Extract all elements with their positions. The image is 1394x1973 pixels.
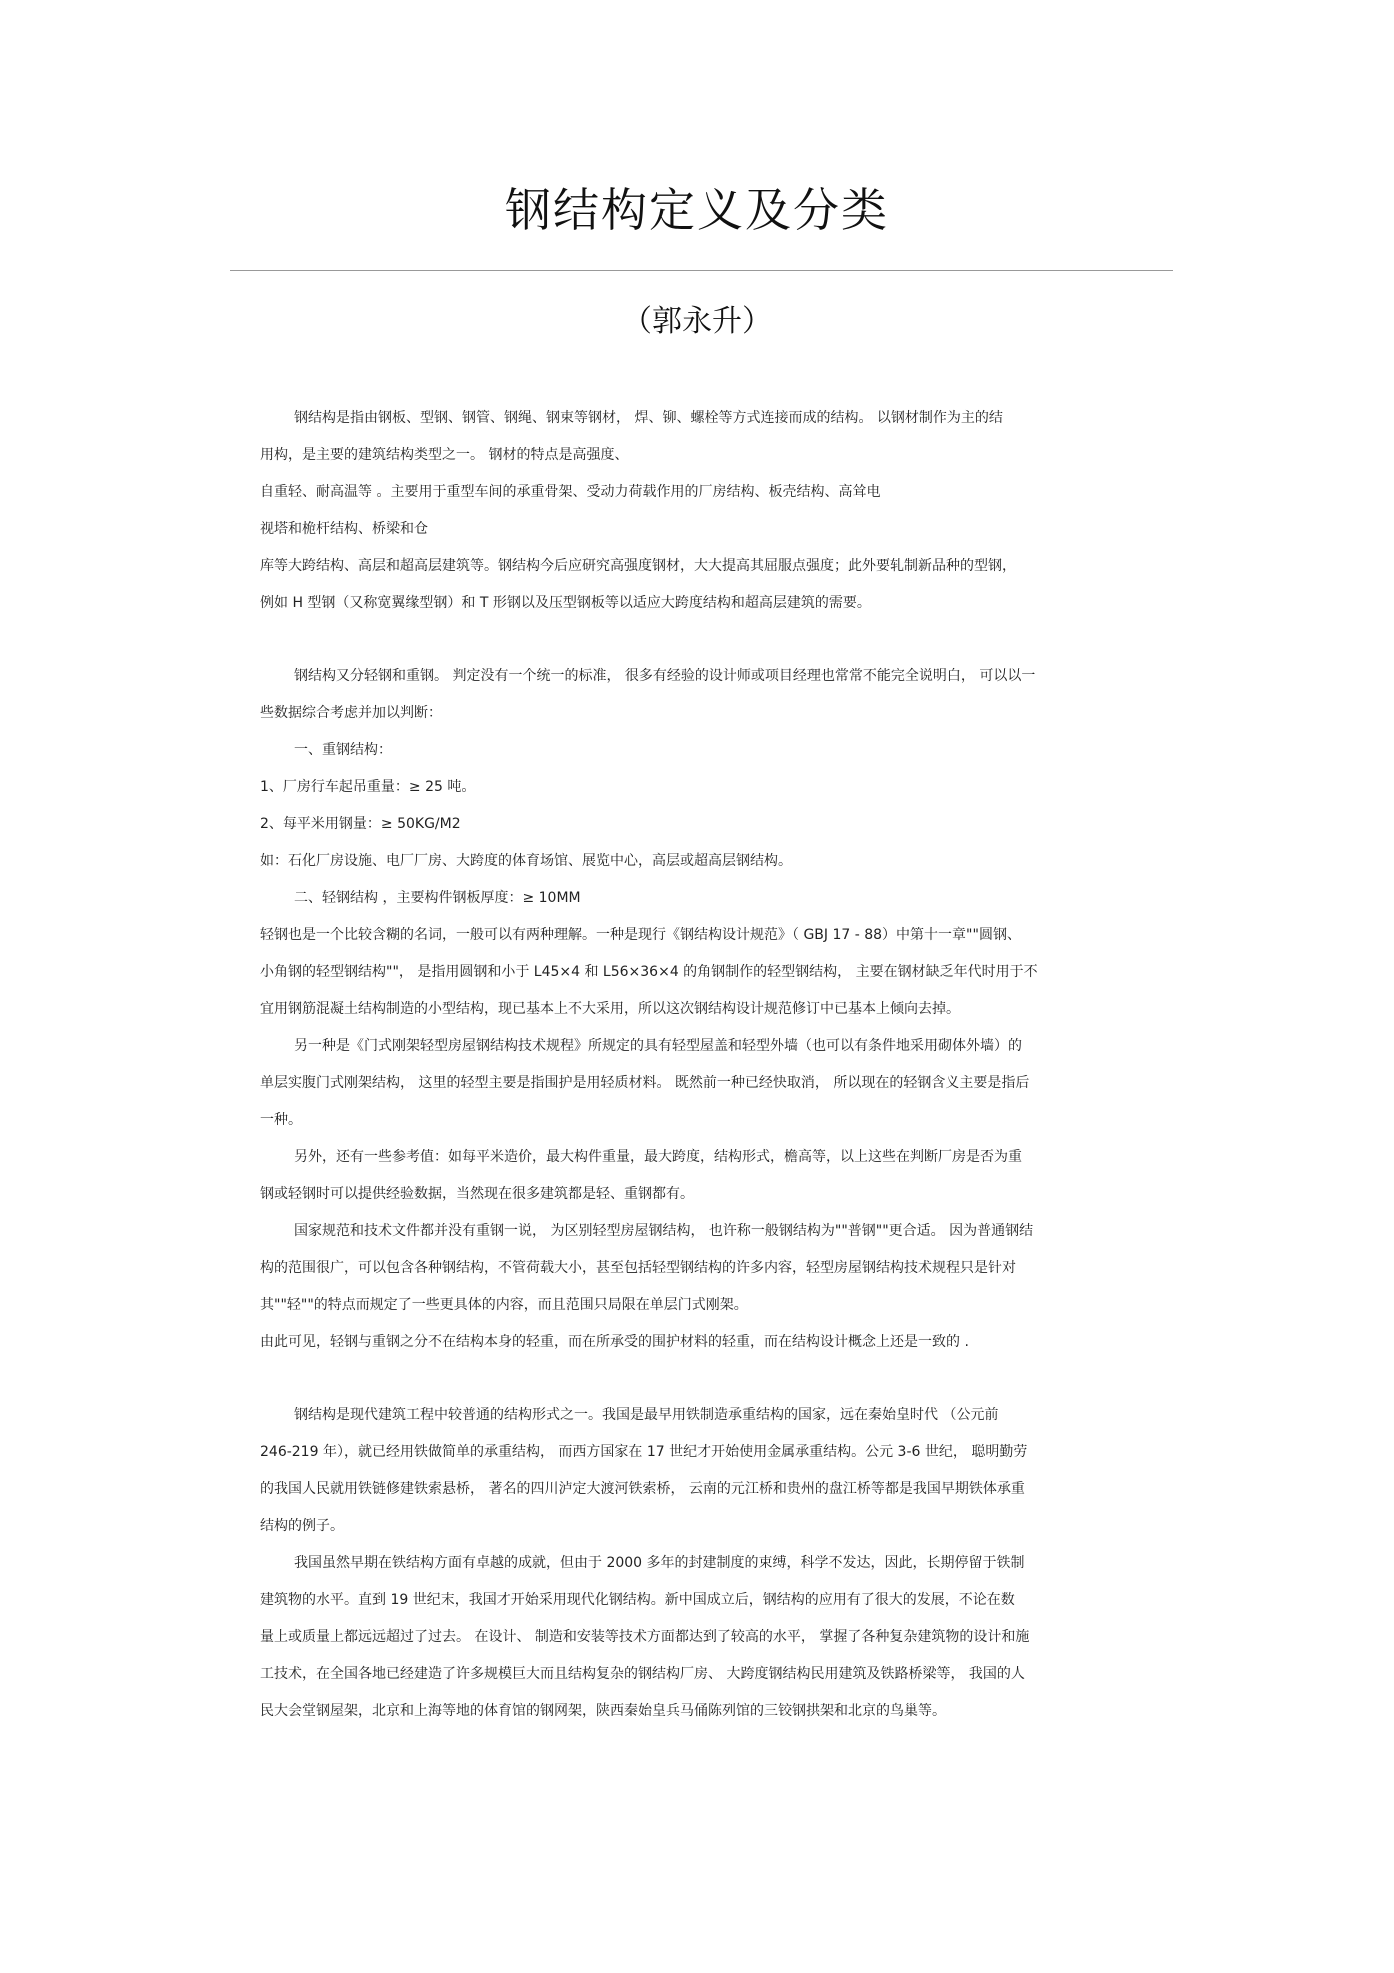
text-line: 的我国人民就用铁链修建铁索悬桥， 著名的四川泸定大渡河铁索桥， 云南的元江桥和贵州的盘江桥等都是我国早期铁体承重 bbox=[260, 1481, 1025, 1497]
text-line: 另外，还有一些参考值：如每平米造价，最大构件重量，最大跨度，结构形式，檐高等，以上这些在判断厂房是否为重 bbox=[294, 1149, 1022, 1165]
paragraph bbox=[260, 732, 1140, 769]
paragraph bbox=[260, 658, 1140, 732]
paragraph-gap bbox=[260, 1361, 1140, 1397]
paragraph bbox=[260, 806, 1140, 843]
text-line: 例如 H 型钢（又称宽翼缘型钢）和 T 形钢以及压型钢板等以适应大跨度结构和超高层建筑的需要。 bbox=[260, 595, 871, 611]
text-line: 用构，是主要的建筑结构类型之一。 钢材的特点是高强度、 bbox=[260, 447, 629, 463]
text-line: 量上或质量上都远远超过了过去。 在设计、 制造和安装等技术方面都达到了较高的水平， 掌握了各种复杂建筑物的设计和施 bbox=[260, 1629, 1030, 1645]
document-body bbox=[260, 400, 1140, 1730]
text-line: 视塔和桅杆结构、桥梁和仓 bbox=[260, 521, 428, 537]
text-line: 如：石化厂房设施、电厂厂房、大跨度的体育场馆、展览中心，高层或超高层钢结构。 bbox=[260, 853, 792, 869]
document-author: （郭永升） bbox=[622, 304, 772, 339]
text-line: 单层实腹门式刚架结构， 这里的轻型主要是指围护是用轻质材料。 既然前一种已经快取消， 所以现在的轻钢含义主要是指后 bbox=[260, 1075, 1030, 1091]
text-line: 由此可见，轻钢与重钢之分不在结构本身的轻重，而在所承受的围护材料的轻重，而在结构设计概念上还是一致的 . bbox=[260, 1334, 969, 1350]
text-line: 宜用钢筋混凝土结构制造的小型结构，现已基本上不大采用，所以这次钢结构设计规范修订中已基本上倾向去掉。 bbox=[260, 1001, 960, 1017]
text-line: 钢或轻钢时可以提供经验数据，当然现在很多建筑都是轻、重钢都有。 bbox=[260, 1186, 694, 1202]
paragraph bbox=[260, 917, 1140, 1028]
text-line: 些数据综合考虑并加以判断： bbox=[260, 705, 442, 721]
text-line: 我国虽然早期在铁结构方面有卓越的成就，但由于 2000 多年的封建制度的束缚，科学不发达，因此，长期停留于铁制 bbox=[294, 1555, 1025, 1571]
text-line: 钢结构是现代建筑工程中较普通的结构形式之一。我国是最早用铁制造承重结构的国家，远在秦始皇时代 （公元前 bbox=[294, 1407, 999, 1423]
text-line: 二、轻钢结构 ，主要构件钢板厚度：≥ 10MM bbox=[294, 890, 581, 906]
text-line: 246-219 年），就已经用铁做简单的承重结构， 而西方国家在 17 世纪才开始使用金属承重结构。公元 3-6 世纪， 聪明勤劳 bbox=[260, 1444, 1028, 1460]
text-line: 自重轻、耐高温等 。主要用于重型车间的承重骨架、受动力荷载作用的厂房结构、板壳结构、高耸电 bbox=[260, 484, 881, 500]
text-line: 建筑物的水平。直到 19 世纪末，我国才开始采用现代化钢结构。新中国成立后，钢结构的应用有了很大的发展，不论在数 bbox=[260, 1592, 1015, 1608]
text-line: 民大会堂钢屋架，北京和上海等地的体育馆的钢网架，陕西秦始皇兵马俑陈列馆的三铰钢拱架和北京的鸟巢等。 bbox=[260, 1703, 946, 1719]
text-line: 其""轻""的特点而规定了一些更具体的内容，而且范围只局限在单层门式刚架。 bbox=[260, 1297, 748, 1313]
text-line: 构的范围很广，可以包含各种钢结构，不管荷载大小，甚至包括轻型钢结构的许多内容，轻型房屋钢结构技术规程只是针对 bbox=[260, 1260, 1016, 1276]
text-line: 结构的例子。 bbox=[260, 1518, 344, 1534]
text-line: 2、每平米用钢量：≥ 50KG/M2 bbox=[260, 816, 461, 832]
text-line: 另一种是《门式刚架轻型房屋钢结构技术规程》所规定的具有轻型屋盖和轻型外墙（也可以有条件地采用砌体外墙）的 bbox=[294, 1038, 1022, 1054]
text-line: 钢结构是指由钢板、型钢、钢管、钢绳、钢束等钢材， 焊、铆、螺栓等方式连接而成的结构。 以钢材制作为主的结 bbox=[294, 410, 1003, 426]
text-line: 一、重钢结构： bbox=[294, 742, 392, 758]
document-title: 钢结构定义及分类 bbox=[505, 183, 889, 237]
text-line: 国家规范和技术文件都并没有重钢一说， 为区别轻型房屋钢结构， 也许称一般钢结构为""普钢""更合适。 因为普通钢结 bbox=[294, 1223, 1034, 1239]
paragraph bbox=[260, 843, 1140, 880]
text-line: 钢结构又分轻钢和重钢。 判定没有一个统一的标准， 很多有经验的设计师或项目经理也常常不能完全说明白， 可以以一 bbox=[294, 668, 1036, 684]
paragraph bbox=[260, 880, 1140, 917]
text-line: 库等大跨结构、高层和超高层建筑等。钢结构今后应研究高强度钢材，大大提高其屈服点强度；此外要轧制新品种的型钢， bbox=[260, 558, 1016, 574]
paragraph bbox=[260, 1397, 1140, 1545]
text-line: 工技术，在全国各地已经建造了许多规模巨大而且结构复杂的钢结构厂房、 大跨度钢结构民用建筑及铁路桥梁等， 我国的人 bbox=[260, 1666, 1025, 1682]
paragraph bbox=[260, 1139, 1140, 1213]
paragraph bbox=[260, 400, 1140, 622]
paragraph bbox=[260, 1324, 1140, 1361]
paragraph bbox=[260, 1028, 1140, 1139]
text-line: 小角钢的轻型钢结构""， 是指用圆钢和小于 L45×4 和 L56×36×4 的角钢制作的轻型钢结构， 主要在钢材缺乏年代时用于不 bbox=[260, 964, 1038, 980]
text-line: 一种。 bbox=[260, 1112, 302, 1128]
paragraph bbox=[260, 1213, 1140, 1324]
paragraph bbox=[260, 1545, 1140, 1730]
paragraph bbox=[260, 769, 1140, 806]
text-line: 1、厂房行车起吊重量：≥ 25 吨。 bbox=[260, 779, 476, 795]
paragraph-gap bbox=[260, 622, 1140, 658]
text-line: 轻钢也是一个比较含糊的名词，一般可以有两种理解。一种是现行《钢结构设计规范》（ GBJ 17 - 88）中第十一章""圆钢、 bbox=[260, 927, 1021, 943]
title-divider bbox=[230, 270, 1173, 271]
